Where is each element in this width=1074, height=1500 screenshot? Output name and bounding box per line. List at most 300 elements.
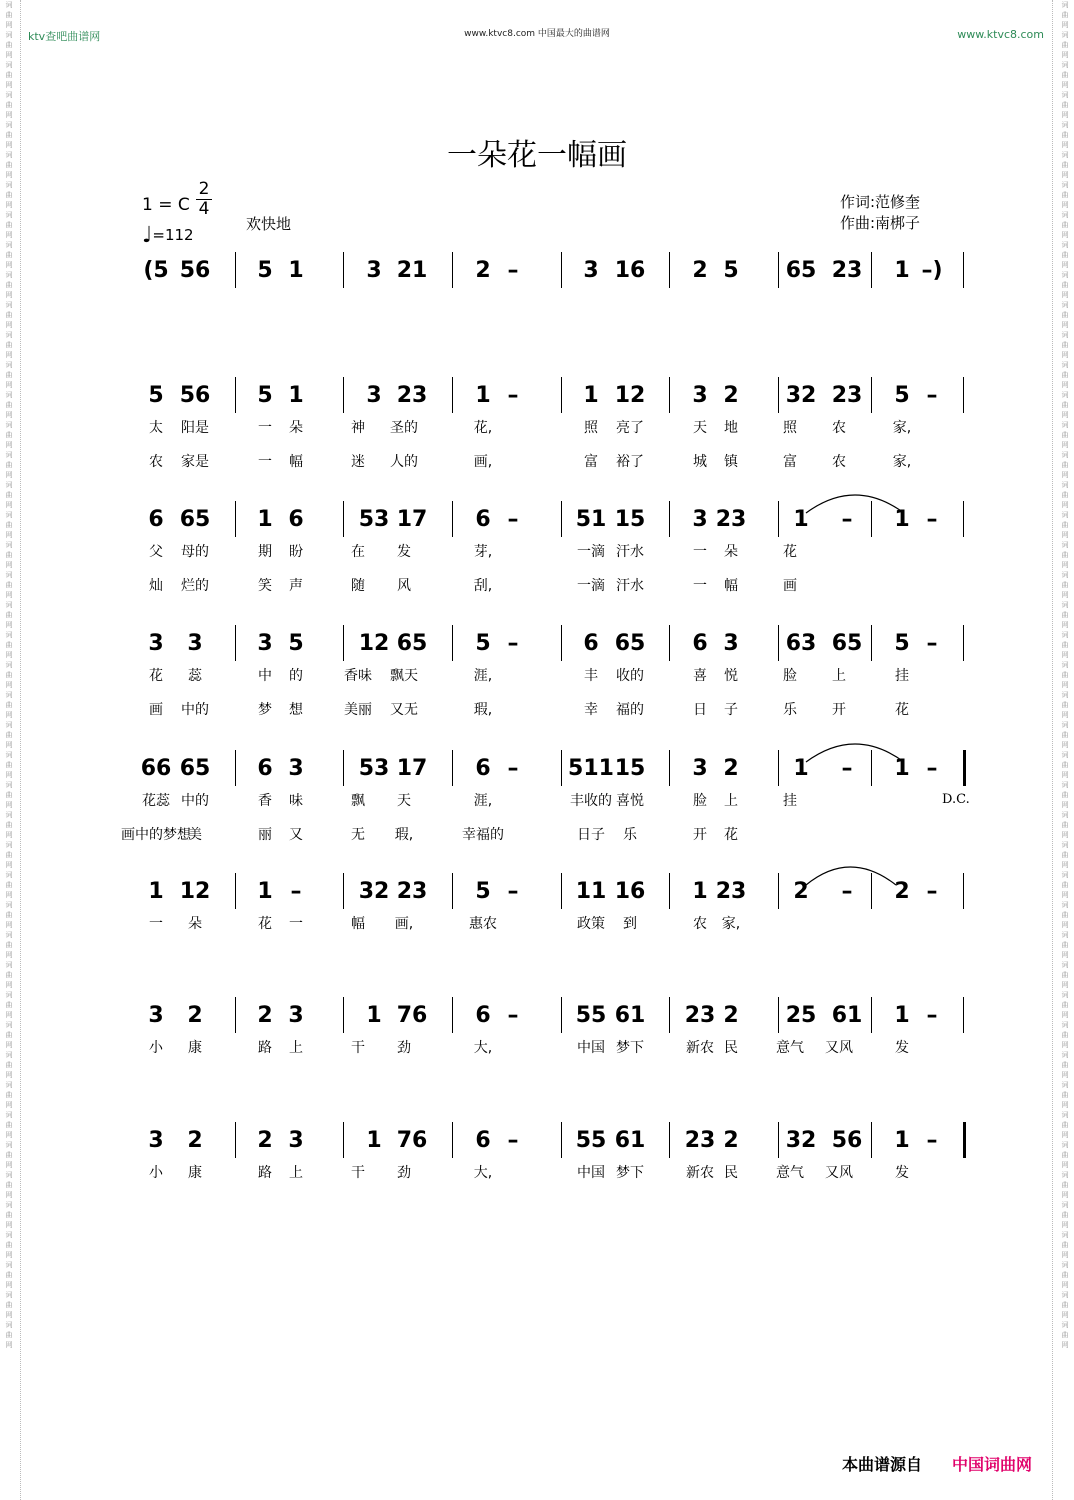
time-sig-top: 2 <box>198 179 210 199</box>
barline <box>452 377 453 413</box>
note: 2 <box>894 879 910 904</box>
note: 6 <box>148 507 164 532</box>
tempo-marking <box>142 223 194 248</box>
lyric: 一滴 <box>577 544 605 560</box>
note: 25 <box>785 1003 817 1028</box>
lyric: 中国 <box>577 1040 605 1056</box>
note: 23 <box>396 383 428 408</box>
note: 3 <box>692 507 708 532</box>
lyric: 味 <box>289 793 303 809</box>
header-right-url[interactable]: www.ktvc8.com <box>957 28 1044 41</box>
barline <box>452 625 453 661</box>
note: –) <box>921 258 943 283</box>
lyric: 中 <box>258 668 272 684</box>
note: – <box>507 507 519 532</box>
expression-marking: 欢快地 <box>246 215 292 233</box>
lyric: 康 <box>188 1165 202 1181</box>
lyric: 镇 <box>724 454 738 470</box>
lyric: 福的 <box>616 702 644 718</box>
lyric: 裕了 <box>616 454 644 470</box>
lyric: 上 <box>724 793 738 809</box>
song-title: 一朵花一幅画 <box>447 138 627 173</box>
lyric: 神 <box>351 420 365 436</box>
system-8 <box>0 1128 1074 1238</box>
lyric: 路 <box>258 1165 272 1181</box>
lyric: 挂 <box>783 793 797 809</box>
lyric: 日 <box>693 702 707 718</box>
barline <box>778 625 779 661</box>
note: 3 <box>187 631 203 656</box>
lyric: 又无 <box>390 702 418 718</box>
note: 66 <box>140 756 172 781</box>
lyric: 发 <box>397 544 411 560</box>
note: 5 <box>288 631 304 656</box>
lyric: 丽 <box>258 827 272 843</box>
note: 23 <box>396 879 428 904</box>
note: – <box>507 879 519 904</box>
note: – <box>841 879 853 904</box>
system-4 <box>0 631 1074 741</box>
note: 1 <box>257 507 273 532</box>
system-1 <box>0 258 1074 368</box>
barline <box>871 252 872 288</box>
lyric: 画中的梦想 <box>121 827 191 843</box>
lyric: 一 <box>693 544 707 560</box>
lyric: 香 <box>258 793 272 809</box>
lyric: 梦下 <box>616 1165 644 1181</box>
lyric: 笑 <box>258 578 272 594</box>
note: 32 <box>358 879 390 904</box>
barline <box>452 997 453 1033</box>
note: 12 <box>358 631 390 656</box>
system-6 <box>0 879 1074 989</box>
footer-source-label: 本曲谱源自 <box>842 1455 923 1474</box>
note: 1 <box>475 383 491 408</box>
lyric: 劲 <box>397 1040 411 1056</box>
note: – <box>507 383 519 408</box>
barline <box>343 1122 344 1158</box>
note: 2 <box>723 383 739 408</box>
barline <box>561 252 562 288</box>
lyric: 大, <box>473 1165 493 1181</box>
note: 76 <box>396 1003 428 1028</box>
lyric: 烂的 <box>181 578 209 594</box>
lyric: 劲 <box>397 1165 411 1181</box>
note: 3 <box>148 1003 164 1028</box>
note: 65 <box>785 258 817 283</box>
lyric: 城 <box>693 454 707 470</box>
lyric: 刮, <box>473 578 493 594</box>
lyric: 幸 <box>584 702 598 718</box>
system-2 <box>0 383 1074 493</box>
lyric: 一 <box>693 578 707 594</box>
barline <box>963 377 964 413</box>
note: 1 <box>366 1128 382 1153</box>
note: – <box>926 879 938 904</box>
lyric: 画, <box>473 454 493 470</box>
note: 12 <box>614 383 646 408</box>
barline <box>669 1122 670 1158</box>
lyric: 母的 <box>181 544 209 560</box>
note: 6 <box>475 1003 491 1028</box>
note: 3 <box>692 383 708 408</box>
note: 23 <box>684 1128 716 1153</box>
note: 6 <box>257 756 273 781</box>
quarter-note-icon: ♩ <box>142 223 153 248</box>
barline <box>963 252 964 288</box>
note: – <box>926 507 938 532</box>
note: 6 <box>475 507 491 532</box>
note: 23 <box>715 879 747 904</box>
barline <box>561 997 562 1033</box>
barline <box>963 625 964 661</box>
barline <box>778 252 779 288</box>
lyric: 家, <box>892 454 912 470</box>
lyric: 发 <box>895 1165 909 1181</box>
lyric: 中的 <box>181 702 209 718</box>
barline <box>669 997 670 1033</box>
note: 3 <box>288 1003 304 1028</box>
note: – <box>926 1128 938 1153</box>
barline <box>343 997 344 1033</box>
lyric: 盼 <box>289 544 303 560</box>
time-sig-bottom: 4 <box>196 199 212 219</box>
lyric: 幅 <box>289 454 303 470</box>
note: 2 <box>257 1128 273 1153</box>
lyric: 地 <box>724 420 738 436</box>
lyric: 的 <box>289 668 303 684</box>
note: 65 <box>831 631 863 656</box>
lyric: 期 <box>258 544 272 560</box>
lyric: 小 <box>149 1040 163 1056</box>
note: – <box>507 258 519 283</box>
lyric: 开 <box>832 702 846 718</box>
lyric: 芽, <box>473 544 493 560</box>
lyric: 民 <box>724 1165 738 1181</box>
note: 1 <box>288 258 304 283</box>
note: 2 <box>723 1128 739 1153</box>
lyric: 幅 <box>351 916 365 932</box>
lyric: 干 <box>351 1040 365 1056</box>
note: 56 <box>179 383 211 408</box>
lyric: 幅 <box>724 578 738 594</box>
lyric: 乐 <box>783 702 797 718</box>
barline <box>778 1122 779 1158</box>
note: 23 <box>684 1003 716 1028</box>
barline <box>452 252 453 288</box>
lyric: 花, <box>473 420 493 436</box>
note: 61 <box>831 1003 863 1028</box>
lyric: 花 <box>258 916 272 932</box>
lyric: 日子 <box>577 827 605 843</box>
lyric: 家是 <box>181 454 209 470</box>
composer: 作曲:南梆子 <box>840 214 921 232</box>
lyric: 瑕, <box>394 827 414 843</box>
barline <box>778 377 779 413</box>
note: 65 <box>614 631 646 656</box>
note: 61 <box>614 1128 646 1153</box>
barline <box>561 377 562 413</box>
lyric: 梦下 <box>616 1040 644 1056</box>
lyric: 一 <box>149 916 163 932</box>
lyric: 康 <box>188 1040 202 1056</box>
lyric: 喜悦 <box>616 793 644 809</box>
tempo-value: =112 <box>152 226 194 244</box>
lyric: 一 <box>258 420 272 436</box>
note: 15 <box>614 756 646 781</box>
lyric: 喜 <box>693 668 707 684</box>
barline <box>235 377 236 413</box>
barline <box>235 997 236 1033</box>
lyric: 照 <box>584 420 598 436</box>
lyric: 照 <box>783 420 797 436</box>
note: 6 <box>475 1128 491 1153</box>
lyric: 圣的 <box>390 420 418 436</box>
note: 6 <box>583 631 599 656</box>
note: 6 <box>288 507 304 532</box>
lyric: 农 <box>693 916 707 932</box>
lyric: 蕊 <box>188 668 202 684</box>
lyric: 幸福的 <box>462 827 504 843</box>
lyric: 花 <box>895 702 909 718</box>
note: 5 <box>257 258 273 283</box>
note: (5 <box>143 258 169 283</box>
barline <box>452 1122 453 1158</box>
barline <box>871 997 872 1033</box>
lyric: 中的 <box>181 793 209 809</box>
lyric: 又 <box>289 827 303 843</box>
note: 53 <box>358 756 390 781</box>
lyric: 美 <box>188 827 202 843</box>
note: 2 <box>793 879 809 904</box>
note: 2 <box>692 258 708 283</box>
lyric: 政策 <box>577 916 605 932</box>
note: 65 <box>179 756 211 781</box>
note: – <box>926 383 938 408</box>
note: 15 <box>614 507 646 532</box>
lyric: 汗水 <box>616 578 644 594</box>
barline <box>235 252 236 288</box>
lyric: 脸 <box>783 668 797 684</box>
key-signature: 1 = C <box>142 195 190 215</box>
note: 2 <box>187 1128 203 1153</box>
lyric: 迷 <box>351 454 365 470</box>
note: – <box>841 756 853 781</box>
lyric: 丰收的 <box>570 793 612 809</box>
tie-arc <box>0 479 1074 519</box>
lyric: 在 <box>351 544 365 560</box>
note: 53 <box>358 507 390 532</box>
lyric: 上 <box>289 1165 303 1181</box>
lyric: 乐 <box>623 827 637 843</box>
note: 3 <box>148 1128 164 1153</box>
note: 1 <box>894 1003 910 1028</box>
system-5 <box>0 756 1074 866</box>
lyric: 亮了 <box>616 420 644 436</box>
note: 55 <box>575 1128 607 1153</box>
lyric: 一滴 <box>577 578 605 594</box>
note: 1 <box>894 756 910 781</box>
lyric: 又风 <box>825 1165 853 1181</box>
lyric: 惠农 <box>469 916 497 932</box>
note: 11 <box>575 879 607 904</box>
note: 5 <box>257 383 273 408</box>
note: 3 <box>257 631 273 656</box>
note: 17 <box>396 756 428 781</box>
note: 5 <box>148 383 164 408</box>
barline <box>343 377 344 413</box>
lyric: 花 <box>783 544 797 560</box>
system-7 <box>0 1003 1074 1113</box>
barline <box>561 1122 562 1158</box>
note: 61 <box>614 1003 646 1028</box>
lyric: 到 <box>623 916 637 932</box>
barline <box>963 1122 966 1158</box>
note: 23 <box>831 383 863 408</box>
lyric: 涯, <box>473 793 493 809</box>
note: 2 <box>723 756 739 781</box>
note: – <box>290 879 302 904</box>
credits <box>840 192 920 234</box>
note: 63 <box>785 631 817 656</box>
barline <box>963 997 964 1033</box>
note: 3 <box>366 258 382 283</box>
barline <box>778 997 779 1033</box>
lyric: 美丽 <box>344 702 372 718</box>
note: – <box>507 1128 519 1153</box>
lyric: 丰 <box>584 668 598 684</box>
note: 6 <box>692 631 708 656</box>
lyric: 天 <box>693 420 707 436</box>
lyric: 农 <box>149 454 163 470</box>
note: – <box>507 631 519 656</box>
lyric: 大, <box>473 1040 493 1056</box>
note: 2 <box>257 1003 273 1028</box>
lyric: 飘 <box>351 793 365 809</box>
note: 65 <box>396 631 428 656</box>
lyric: 随 <box>351 578 365 594</box>
barline <box>871 625 872 661</box>
lyric: 农 <box>832 420 846 436</box>
lyric: 太 <box>149 420 163 436</box>
note: 3 <box>583 258 599 283</box>
lyric: 花 <box>724 827 738 843</box>
lyric: 朵 <box>289 420 303 436</box>
lyric: 画 <box>149 702 163 718</box>
note: – <box>926 1003 938 1028</box>
lyric: 又风 <box>825 1040 853 1056</box>
lyric: 想 <box>289 702 303 718</box>
note: 23 <box>715 507 747 532</box>
lyric: 富 <box>584 454 598 470</box>
note: 2 <box>723 1003 739 1028</box>
note: 1 <box>257 879 273 904</box>
lyric: 无 <box>351 827 365 843</box>
lyric: 新农 <box>686 1165 714 1181</box>
lyric: 民 <box>724 1040 738 1056</box>
barline <box>343 625 344 661</box>
lyric: 意气 <box>776 1040 804 1056</box>
lyric: 声 <box>289 578 303 594</box>
note: 1 <box>793 756 809 781</box>
note: 32 <box>785 383 817 408</box>
note: 511 <box>568 756 614 781</box>
tie-arc <box>0 851 1074 891</box>
note: 3 <box>366 383 382 408</box>
lyric: 意气 <box>776 1165 804 1181</box>
lyric: 画, <box>394 916 414 932</box>
lyric: 路 <box>258 1040 272 1056</box>
note: 1 <box>288 383 304 408</box>
note: 5 <box>475 631 491 656</box>
lyric: 一 <box>289 916 303 932</box>
lyric: 风 <box>397 578 411 594</box>
footer-site-link[interactable]: 中国词曲网 <box>952 1455 1033 1474</box>
note: 1 <box>148 879 164 904</box>
note: 5 <box>894 631 910 656</box>
header-left-site[interactable]: ktv查吧曲谱网 <box>28 30 101 43</box>
lyricist: 作词:范修奎 <box>840 193 921 211</box>
lyric: 香味 <box>344 668 372 684</box>
lyric: 脸 <box>693 793 707 809</box>
lyric: 花蕊 <box>142 793 170 809</box>
lyric: 天 <box>397 793 411 809</box>
note: 6 <box>475 756 491 781</box>
lyric: 上 <box>289 1040 303 1056</box>
lyric: 上 <box>832 668 846 684</box>
note: 16 <box>614 879 646 904</box>
note: 1 <box>894 1128 910 1153</box>
lyric: 新农 <box>686 1040 714 1056</box>
lyric: 朵 <box>724 544 738 560</box>
note: 76 <box>396 1128 428 1153</box>
note: 32 <box>785 1128 817 1153</box>
lyric: 灿 <box>149 578 163 594</box>
barline <box>871 1122 872 1158</box>
barline <box>561 625 562 661</box>
note: 3 <box>692 756 708 781</box>
lyric: 涯, <box>473 668 493 684</box>
dc-marking: D.C. <box>942 792 970 807</box>
barline <box>235 1122 236 1158</box>
note: 16 <box>614 258 646 283</box>
note: 17 <box>396 507 428 532</box>
note: 2 <box>187 1003 203 1028</box>
note: 56 <box>179 258 211 283</box>
note: 3 <box>723 631 739 656</box>
lyric: 开 <box>693 827 707 843</box>
lyric: 人的 <box>390 454 418 470</box>
lyric: 发 <box>895 1040 909 1056</box>
lyric: 农 <box>832 454 846 470</box>
lyric: 家, <box>721 916 741 932</box>
note: 23 <box>831 258 863 283</box>
note: 1 <box>894 507 910 532</box>
note: – <box>507 1003 519 1028</box>
note: 2 <box>475 258 491 283</box>
lyric: 汗水 <box>616 544 644 560</box>
note: 3 <box>288 756 304 781</box>
barline <box>871 377 872 413</box>
note: 51 <box>575 507 607 532</box>
header-center-site: www.ktvc8.com 中国最大的曲谱网 <box>464 29 610 39</box>
lyric: 富 <box>783 454 797 470</box>
note: 21 <box>396 258 428 283</box>
lyric: 小 <box>149 1165 163 1181</box>
barline <box>669 625 670 661</box>
note: 1 <box>894 258 910 283</box>
note: 3 <box>288 1128 304 1153</box>
